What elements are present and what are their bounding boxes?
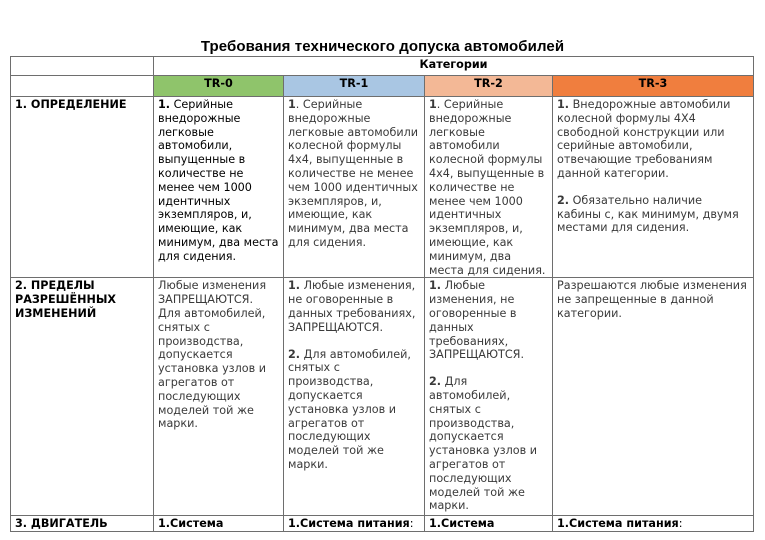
item-text: Любые изменения, не оговоренные в данных требованиях, ЗАПРЕЩАЮТСЯ. (288, 279, 416, 334)
tr0-header: TR-0 (154, 76, 284, 97)
limits-row (11, 278, 754, 516)
corner-cell (11, 57, 154, 76)
item-text: Обязательно наличие кабины с, как минимум, двумя местами для сидения. (557, 193, 739, 235)
item-number: 2. (557, 193, 570, 207)
item-text: Для автомобилей, снятых с производства, допускается установка узлов и агрегатов от последующих моделей той же марки. (429, 375, 538, 513)
limits-tr0: Любые изменения ЗАПРЕЩАЮТСЯ. Для автомобилей, снятых с производства, допускается установка узлов и агрегатов от последующих моделей той же марки. (154, 278, 284, 516)
row-label-limits: 2. ПРЕДЕЛЫ РАЗРЕШЁННЫХ ИЗМЕНЕНИЙ (11, 278, 154, 516)
engine-tr3-text: 1.Система питания (557, 517, 679, 531)
tr3-header: TR-3 (553, 76, 754, 97)
tr2-header: TR-2 (425, 76, 553, 97)
engine-tr3-suffix: : (678, 517, 683, 531)
limits-tr1 (284, 278, 425, 516)
engine-tr3 (553, 516, 754, 532)
categories-header-row (11, 57, 754, 76)
item-number: 1. (158, 98, 171, 111)
engine-row (11, 516, 754, 532)
page-title: Требования технического допуска автомобилей (200, 38, 565, 55)
item-number: 1 (288, 98, 296, 111)
definition-row (11, 97, 754, 278)
requirements-table (10, 56, 754, 532)
engine-tr1 (284, 516, 425, 532)
engine-tr1-suffix: : (409, 517, 414, 531)
item-text: Любые изменения, не оговоренные в данных требованиях, ЗАПРЕЩАЮТСЯ. (429, 279, 524, 362)
limits-tr2 (425, 278, 553, 516)
item-number: 1 (429, 98, 437, 111)
item-text: . Серийные внедорожные легковые автомобили колесной формулы 4х4, выпущенные в количестве не менее чем 1000 идентичных экземпляров, и, имеющие, как минимум, два места для сидения. (288, 98, 419, 249)
definition-tr2 (425, 97, 553, 278)
tr-header-row (11, 76, 754, 97)
item-text: . Серийные внедорожные легковые автомобили колесной формулы 4х4, выпущенные в количестве не менее чем 1000 идентичных экземпляров, и, имеющие, как минимум, два места для сидения. (429, 98, 546, 277)
row-label-definition: 1. ОПРЕДЕЛЕНИЕ (11, 97, 154, 278)
corner-cell-2 (11, 76, 154, 97)
item-number: 1. (429, 279, 442, 293)
tr1-header: TR-1 (284, 76, 425, 97)
definition-tr0 (154, 97, 284, 278)
categories-header: Категории (154, 57, 754, 76)
row-label-engine: 3. ДВИГАТЕЛЬ (11, 516, 154, 532)
item-number: 1. (288, 279, 301, 293)
definition-tr3 (553, 97, 754, 278)
item-number: 2. (288, 347, 301, 361)
engine-tr0: 1.Система (154, 516, 284, 532)
engine-tr1-text: 1.Система питания (288, 517, 410, 531)
item-number: 2. (429, 375, 442, 389)
definition-tr1 (284, 97, 425, 278)
engine-tr2: 1.Система (425, 516, 553, 532)
item-text: Внедорожные автомобили колесной формулы 4Х4 свободной конструкции или серийные автомобили, отвечающие требованиям данной категории. (557, 98, 731, 180)
item-text: Серийные внедорожные легковые автомобили, выпущенные в количестве не менее чем 1000 идентичных экземпляров, и, имеющие, как минимум, два места для сидения. (158, 98, 279, 263)
limits-tr3: Разрешаются любые изменения не запрещенные в данной категории. (553, 278, 754, 516)
item-number: 1. (557, 98, 570, 111)
item-text: Для автомобилей, снятых с производства, допускается установка узлов и агрегатов от последующих моделей той же марки. (288, 347, 411, 471)
